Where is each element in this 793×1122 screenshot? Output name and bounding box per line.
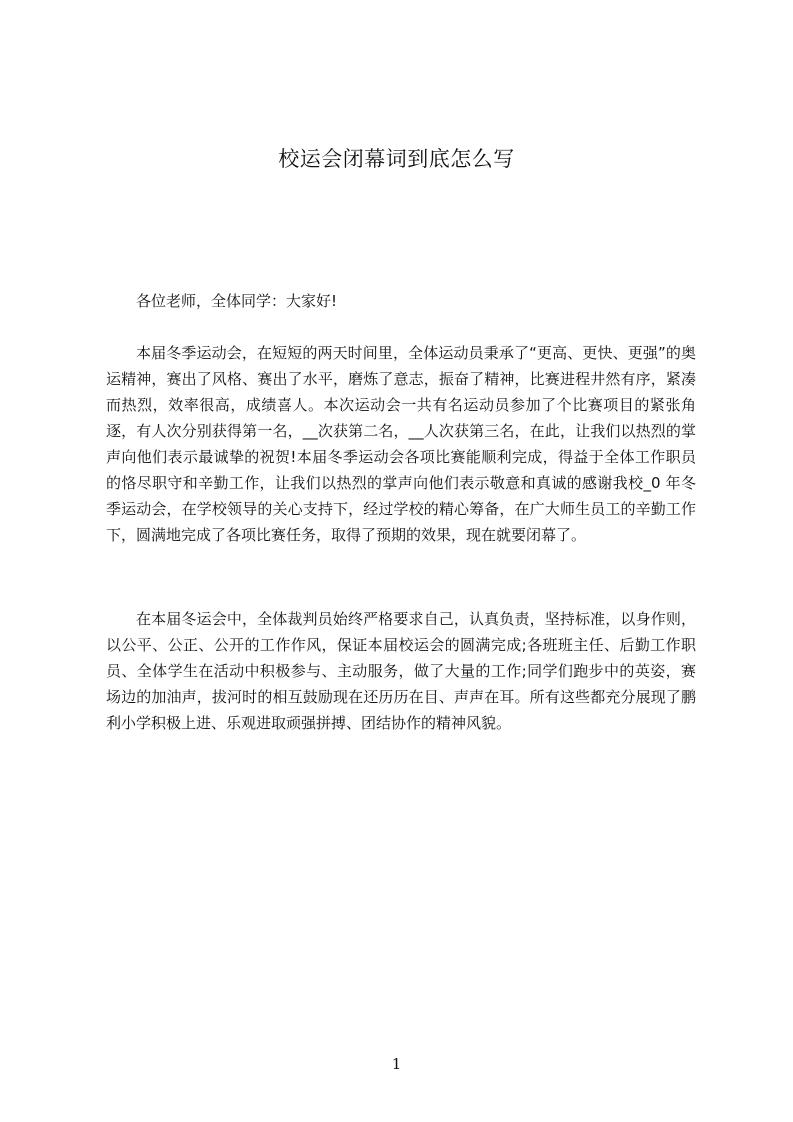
document-title: 校运会闭幕词到底怎么写 [278, 147, 515, 171]
body-paragraph-2: 在本届冬运会中，全体裁判员始终严格要求自己，认真负责，坚持标准，以身作则，以公平、公正、公开的工作作风，保证本届校运会的圆满完成;各班班主任、后勤工作职员、全体学生在活动中积极参与、主动服务，做了大量的工作;同学们跑步中的英姿，赛场边的加油声，拔河时的相互鼓励现在还历历在目、声声在耳。所有这些都充分展现了鹏利小学积极上进、乐观进取顽强拼搏、团结协作的精神风貌。 [106, 610, 696, 732]
greeting-paragraph: 各位老师，全体同学：大家好! [136, 292, 338, 310]
page-number: 1 [391, 1055, 402, 1073]
body-paragraph-1: 本届冬季运动会，在短短的两天时间里，全体运动员秉承了“更高、更快、更强”的奥运精神，赛出了风格、赛出了水平，磨炼了意志，振奋了精神，比赛进程井然有序，紧凑而热烈，效率很高，成绩喜人。本次运动会一共有名运动员参加了个比赛项目的紧张角逐，有人次分别获得第一名，__次获第二名，__人次获第三名，在此，让我们以热烈的掌声向他们表示最诚挚的祝贺!本届冬季运动会各项比赛能顺利完成，得益于全体工作职员的恪尽职守和辛勤工作，让我们以热烈的掌声向他们表示敬意和真诚的感谢我校_0 年冬季运动会，在学校领导的关心支持下，经过学校的精心筹备，在广大师生员工的辛勤工作下，圆满地完成了各项比赛任务，取得了预期的效果，现在就要闭幕了。 [106, 344, 696, 544]
